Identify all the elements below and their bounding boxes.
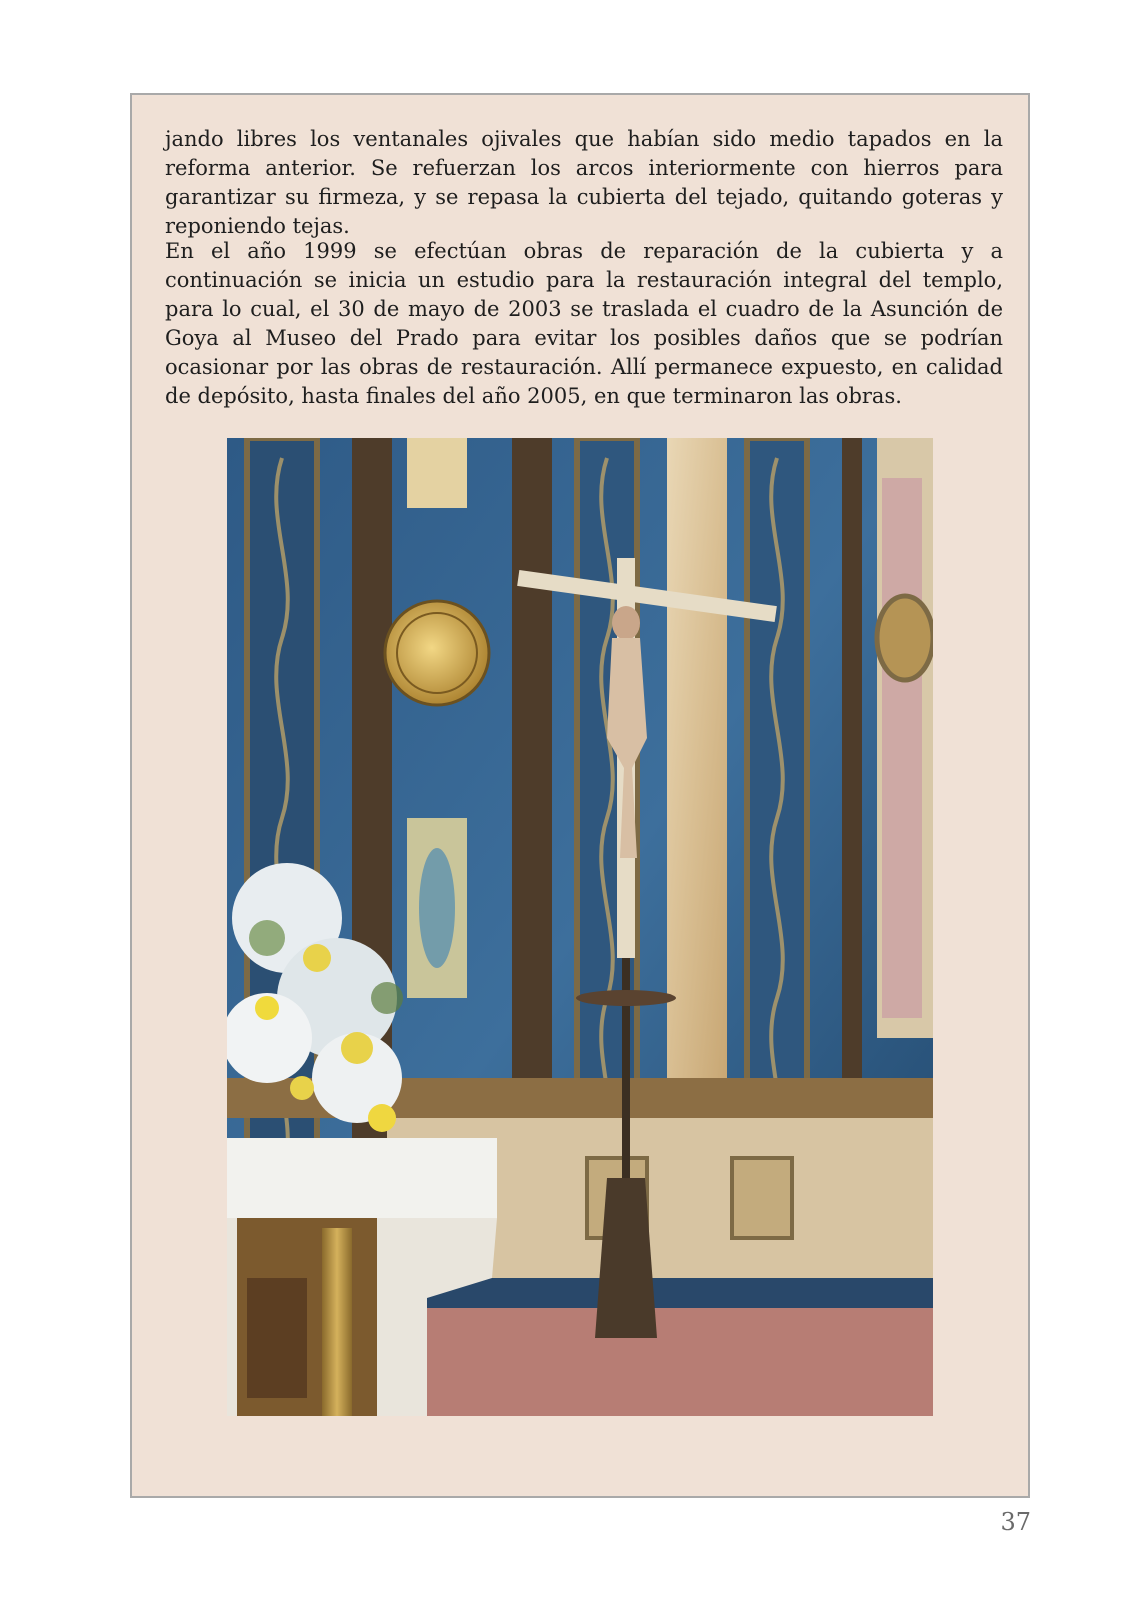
paragraph-2: En el año 1999 se efectúan obras de reparación de la cubierta y a continuación se inicia un estudio para la restauración integral del templo, para lo cual, el 30 de mayo de 2003 se traslada el cuadro de la Asunción de Goya al Museo del Prado para evitar los posibles daños que se podrían ocasionar por las obras de restauración. Allí permanece expuesto, en calidad de depósito, hasta finales del año 2005, en que terminaron las obras. (165, 239, 1003, 408)
paragraph-1: jando libres los ventanales ojivales que habían sido medio tapados en la reforma anterior. Se refuerzan los arcos interiormente con hierros para garantizar su firmeza, y se repasa la cubierta del tejado, quitando goteras y reponiendo tejas. (165, 127, 1003, 238)
page-number: 37 (1000, 1508, 1031, 1536)
page-panel (130, 93, 1030, 1498)
altar-crucifix-photo (227, 438, 933, 1416)
